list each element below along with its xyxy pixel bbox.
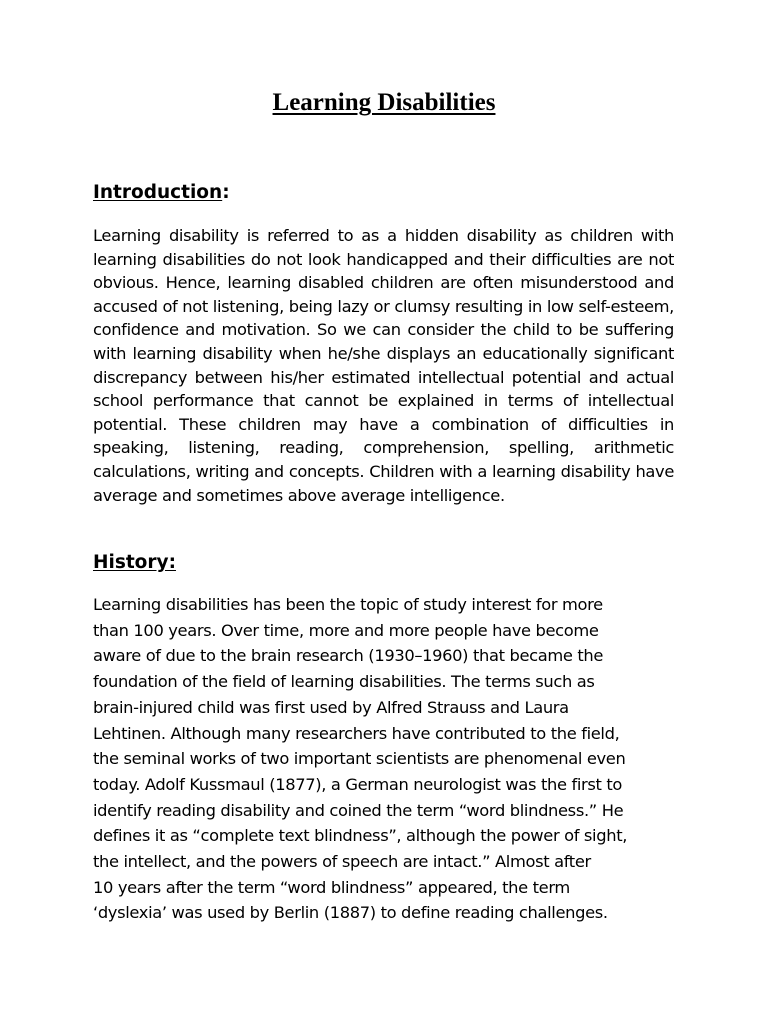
history-heading xyxy=(93,550,176,576)
history-line: today. Adolf Kussmaul (1877), a German neurologist was the first to xyxy=(93,774,622,794)
history-paragraph xyxy=(93,592,693,926)
history-heading-text: History: xyxy=(93,552,176,573)
history-line: Learning disabilities has been the topic of study interest for more xyxy=(93,595,603,614)
history-line: brain-injured child was first used by Alfred Strauss and Laura xyxy=(93,697,569,717)
introduction-heading-text: Introduction xyxy=(93,182,223,203)
history-line: defines it as “complete text blindness”, although the power of sight, xyxy=(93,826,628,846)
history-line: Lehtinen. Although many researchers have contributed to the field, xyxy=(93,723,620,743)
history-line: the seminal works of two important scientists are phenomenal even xyxy=(93,749,626,769)
introduction-paragraph: Learning disability is referred to as a hidden disability as children with learning disabilities do not look handicapped and their difficulties are not obvious. Hence, learning disabled children are often misunderstood and accused of not listening, being lazy or clumsy resulting in low self-esteem, confidence and motivation. So we can consider the child to be suffering with learning disability when he/she displays an educationally significant discrepancy between his/her estimated intellectual potential and actual school performance that cannot be explained in terms of intellectual potential. These children may have a combination of difficulties in speaking, listening, reading, comprehension, spelling, arithmetic calculations, writing and concepts. Children with a learning disability have average and sometimes above average intelligence. xyxy=(93,226,674,505)
introduction-heading-colon: : xyxy=(222,182,230,203)
history-line: aware of due to the brain research (1930–1960) that became the xyxy=(93,646,604,666)
history-line: than 100 years. Over time, more and more people have become xyxy=(93,620,599,640)
introduction-heading xyxy=(93,180,230,206)
history-line: identify reading disability and coined the term “word blindness.” He xyxy=(93,800,624,820)
history-line: foundation of the field of learning disabilities. The terms such as xyxy=(93,672,595,692)
document-title: Learning Disabilities xyxy=(272,89,496,116)
history-line: ‘dyslexia’ was used by Berlin (1887) to define reading challenges. xyxy=(93,903,608,923)
history-line: 10 years after the term “word blindness” appeared, the term xyxy=(93,877,570,897)
history-line: the intellect, and the powers of speech are intact.” Almost after xyxy=(93,852,591,872)
